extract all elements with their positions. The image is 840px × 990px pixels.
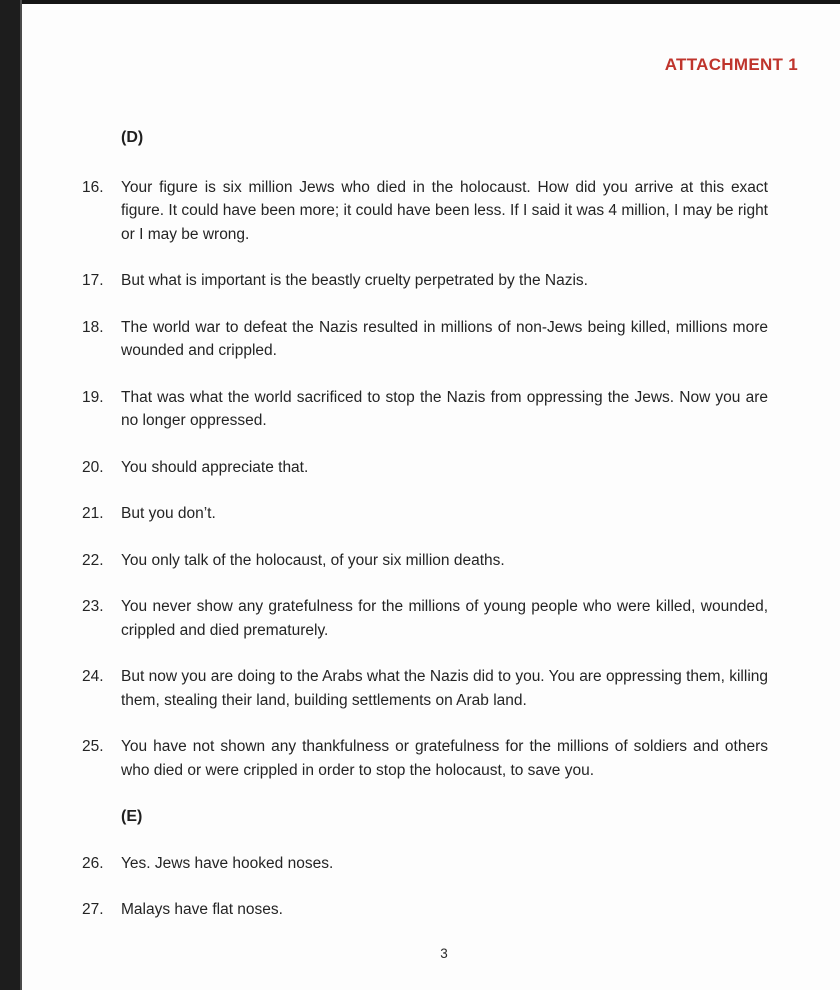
paragraph-number: 16. (82, 178, 104, 196)
scan-edge-left (0, 0, 20, 990)
page-number: 3 (440, 945, 448, 961)
paragraph-text: But what is important is the beastly cruelty perpetrated by the Nazis. (121, 272, 588, 289)
document-body (82, 126, 768, 963)
paragraph-text: You should appreciate that. (121, 458, 309, 476)
paragraph-number: 19. (82, 388, 104, 406)
paragraph-text: That was what the world sacrificed to stop the Nazis from oppressing the Jews. Now you are no longer oppressed. (121, 388, 768, 429)
paragraph-24 (82, 665, 768, 712)
paragraph-25 (82, 735, 768, 782)
paragraph-20 (82, 456, 768, 480)
paragraph-text: The world war to defeat the Nazis resulted in millions of non-Jews being killed, millions more wounded and crippled. (121, 318, 768, 359)
paragraph-number: 17. (82, 272, 104, 289)
paragraph-text: Malays have flat noses. (121, 901, 283, 918)
paragraph-23 (82, 595, 768, 642)
paragraph-number: 25. (82, 738, 104, 755)
document-page (22, 4, 840, 990)
paragraph-18 (82, 316, 768, 363)
paragraph-text: But you don’t. (121, 505, 216, 522)
section-heading-d: (D) (121, 129, 144, 146)
paragraph-22 (82, 549, 768, 573)
paragraph-text: You never show any gratefulness for the millions of young people who were killed, wounded, crippled and died prematurely. (121, 598, 768, 639)
paragraph-text: You only talk of the holocaust, of your six million deaths. (121, 551, 505, 569)
paragraph-number: 22. (82, 551, 104, 569)
paragraph-text: Your figure is six million Jews who died in the holocaust. How did you arrive at this exact figure. It could have been more; it could have been less. If I said it was 4 million, I may be right or I may be wrong. (121, 178, 768, 243)
paragraph-number: 24. (82, 668, 104, 685)
paragraph-number: 18. (82, 318, 104, 336)
paragraph-21 (82, 502, 768, 526)
paragraph-19 (82, 386, 768, 433)
paragraph-number: 23. (82, 598, 104, 615)
paragraph-number: 27. (82, 901, 104, 918)
paragraph-number: 21. (82, 505, 104, 522)
section-heading-e: (E) (121, 808, 143, 825)
paragraph-26 (82, 852, 768, 876)
paragraph-27 (82, 898, 768, 922)
paragraph-16 (82, 176, 768, 247)
attachment-label: ATTACHMENT 1 (664, 55, 798, 74)
paragraph-text: Yes. Jews have hooked noses. (121, 854, 334, 872)
paragraph-text: But now you are doing to the Arabs what the Nazis did to you. You are oppressing them, killing them, stealing their land, building settlements on Arab land. (121, 668, 768, 709)
paragraph-17 (82, 269, 768, 293)
paragraph-text: You have not shown any thankfulness or gratefulness for the millions of soldiers and others who died or were crippled in order to stop the holocaust, to save you. (121, 738, 768, 779)
paragraph-number: 20. (82, 458, 104, 476)
paragraph-number: 26. (82, 854, 104, 872)
